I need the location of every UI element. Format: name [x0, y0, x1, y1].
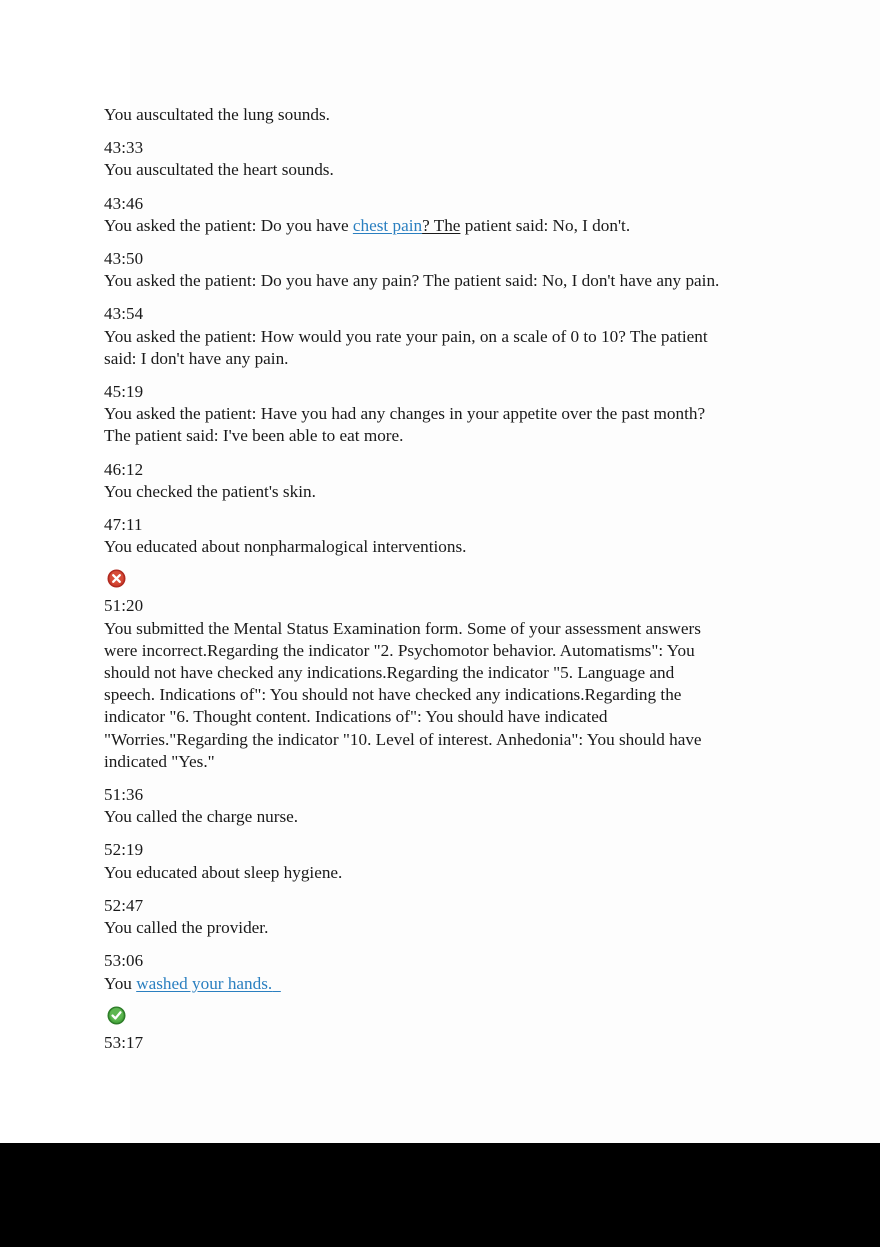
log-entry — [104, 950, 720, 994]
log-entry-text: You submitted the Mental Status Examination form. Some of your assessment answers were incorrect.Regarding the indicator "2. Psychomotor behavior. Automatisms": You should not have checked any indications.Regarding the indicator "5. Language and speech. Indications of": You should not have checked any indications.Regarding the indicator "6. Thought content. Indications of": You should have indicated "Worries."Regarding the indicator "10. Level of interest. Anhedonia": You should have indicated "Yes." — [104, 618, 702, 771]
log-entry — [104, 1032, 720, 1054]
log-entry-timestamp: 45:19 — [104, 382, 144, 402]
chest-pain-link[interactable]: chest pain — [352, 215, 423, 235]
link-trailing-space — [272, 974, 281, 993]
log-entry-timestamp: 43:33 — [104, 138, 144, 158]
log-text-underlined-after-link: ? The — [422, 215, 461, 235]
log-entry — [104, 459, 720, 503]
log-entry-timestamp: 43:50 — [104, 249, 144, 269]
log-entry-text: You checked the patient's skin. — [104, 481, 316, 501]
log-text-before-link: You asked the patient: Do you have — [104, 215, 353, 235]
log-text-before-link: You — [104, 973, 137, 993]
log-entry-timestamp: 52:47 — [104, 895, 144, 915]
log-entry-timestamp: 51:36 — [104, 785, 144, 805]
log-entry — [104, 193, 720, 237]
log-entry-text — [104, 973, 720, 995]
log-entry-text — [104, 215, 720, 237]
log-text-after-link: patient said: No, I don't. — [460, 215, 631, 235]
log-entry-timestamp: 51:20 — [104, 596, 144, 616]
log-entry — [104, 104, 720, 126]
log-entry-timestamp: 43:54 — [104, 304, 144, 324]
log-entry-timestamp: 43:46 — [104, 193, 144, 213]
log-entry — [104, 895, 720, 939]
log-entry-timestamp: 47:11 — [104, 515, 143, 535]
log-entry-timestamp: 52:19 — [104, 840, 144, 860]
log-entry-text: You auscultated the heart sounds. — [104, 160, 334, 180]
log-entry-text: You called the charge nurse. — [104, 807, 299, 827]
log-entry-text: You asked the patient: Have you had any changes in your appetite over the past month? The patient said: I've been able to eat more. — [104, 404, 706, 446]
log-entry-text: You educated about sleep hygiene. — [104, 862, 343, 882]
log-entry-timestamp: 53:17 — [104, 1032, 144, 1052]
status-icon-row — [107, 569, 720, 593]
status-icon-row — [107, 1006, 720, 1030]
log-entry-text: You asked the patient: How would you rate your pain, on a scale of 0 to 10? The patient said: I don't have any pain. — [104, 326, 708, 368]
log-entry — [104, 248, 720, 292]
log-entry-text: You auscultated the lung sounds. — [104, 105, 330, 124]
log-entry-text: You educated about nonpharmalogical interventions. — [104, 537, 467, 557]
log-entry — [104, 303, 720, 370]
washed-your-hands-link[interactable]: washed your hands. — [136, 973, 273, 993]
log-entry-text: You asked the patient: Do you have any pain? The patient said: No, I don't have any pain. — [104, 271, 720, 291]
activity-log — [104, 104, 720, 1065]
log-entry — [104, 381, 720, 448]
log-entry — [104, 137, 720, 181]
log-entry-text: You called the provider. — [104, 918, 269, 938]
log-entry — [104, 595, 720, 773]
log-entry — [104, 514, 720, 558]
log-entry — [104, 839, 720, 883]
success-icon — [107, 1006, 126, 1025]
error-icon — [107, 569, 126, 588]
log-entry-timestamp: 53:06 — [104, 951, 144, 971]
bottom-black-band — [0, 1143, 880, 1247]
log-entry — [104, 784, 720, 828]
log-entry-timestamp: 46:12 — [104, 459, 144, 479]
